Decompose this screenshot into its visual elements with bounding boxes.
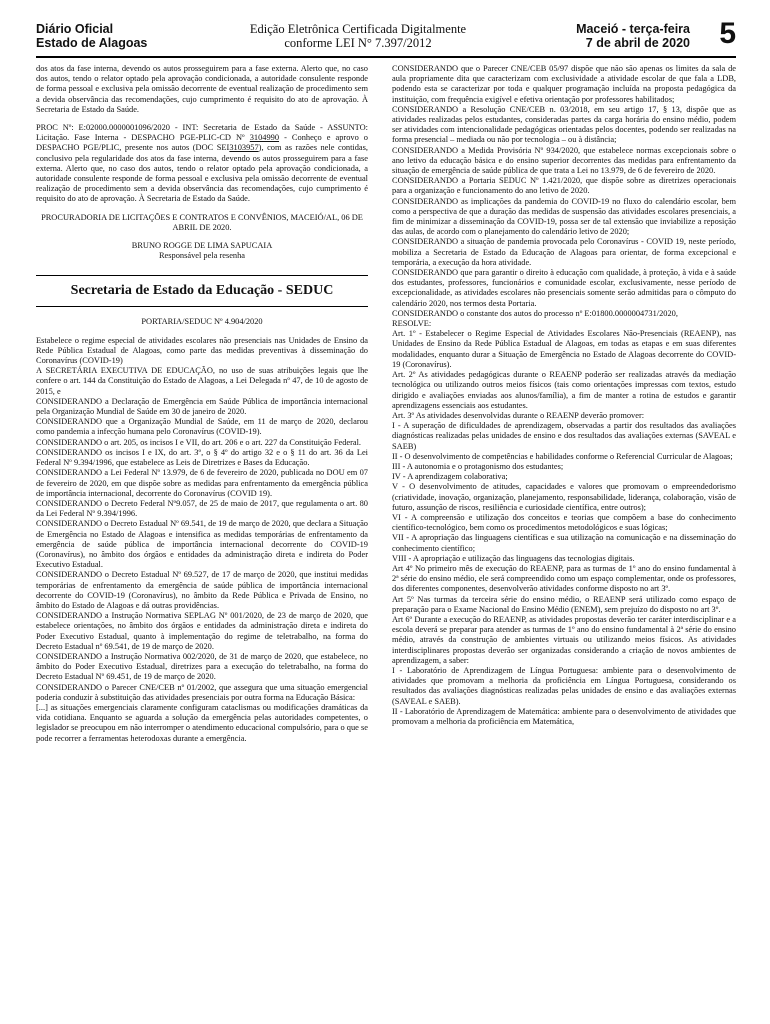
left-paragraph: CONSIDERANDO a Lei Federal Nº 13.979, de 6 de fevereiro de 2020, publicada no DOU em 07 de fevereiro de 2020, em que dispõe sobre as medidas para enfrentamento da emergência pública de importância internacional, decorrente do Coronavírus (COVID 19).: [36, 468, 368, 498]
left-paragraph: CONSIDERANDO o Decreto Estadual Nº 69.541, de 19 de março de 2020, que declara a Situação de Emergência no Estado de Alagoas e intensifica as medidas temporárias de enfrentamento da emergência de saúde pública de importância internacional decorrente do COVID-19 (Coronavírus), no âmbito dos órgãos e entidades da administração direta e indireta do Poder Executivo Estadual.: [36, 519, 368, 570]
left-paragraph: CONSIDERANDO que a Organização Mundial de Saúde, em 11 de março de 2020, declarou como pandemia a infecção humana pelo Coronavírus (COVID-19).: [36, 417, 368, 437]
signatory-role: Responsável pela resenha: [158, 251, 246, 261]
right-paragraph: CONSIDERANDO a Portaria SEDUC Nº 1.421/2020, que dispõe sobre as diretrizes operacionais para a organização e funcionamento do ano letivo de 2020.: [392, 176, 736, 196]
doc-link-1[interactable]: 3104990: [249, 133, 280, 143]
list-item: VII - A apropriação das linguagens científicas e sua utilização na comunicação e na disseminação do conhecimento científico;: [392, 533, 736, 553]
list-item: I - A superação de dificuldades de aprendizagem, observadas a partir dos resultados das avaliações diagnósticas realizadas pelas unidades de ensino e dos resultados das avaliações externas (SAVEAL e SAEB): [392, 421, 736, 451]
resolve-heading: RESOLVE:: [392, 319, 432, 329]
right-paragraph: CONSIDERANDO a situação de pandemia provocada pelo Coronavírus - COVID 19, neste período, mobiliza a Secretaria de Estado da Educação de Alagoas para orientar, de forma excepcional e temporária, a execução da hora atividade.: [392, 237, 736, 267]
issue-date: [576, 22, 690, 50]
left-paragraph: [...] as situações emergenciais claramente configuram cataclismas ou modificações dramáticas da vida cotidiana. Enquanto se aguarda a solução da emergência pelas autoridades competentes, o legislador se preocupou em não interromper o atendimento educacional compulsório, para o que se pode recorrer a ferramentas heterodoxas durante a emergência.: [36, 702, 368, 743]
page-number: 5: [719, 17, 736, 50]
proc-paragraph: [36, 123, 368, 205]
edition-info-line2: conforme LEI N° 7.397/2012: [284, 36, 432, 50]
intro-paragraph: dos atos da fase interna, devendo os autos prosseguirem para a fase externa. Alerto que, no caso dos autos, tendo o relator optado pela aprovação condicionada, a autoridade consulente responde de forma pessoal e exclusiva pela omissão decorrente de eventual realização de procedimento sem a devida observância das recomendações, cujo cumprimento é requisito do ato de aprovação. À Secretaria de Estado da Saúde.: [36, 64, 368, 114]
list-item: IV - A aprendizagem colaborativa;: [392, 472, 508, 482]
article-paragraph: Art 6º Durante a execução do REAENP, as atividades propostas deverão ter caráter interdisciplinar e a escola deverá se preparar para atender as turmas de 1º ano do ensino fundamental à 2ª série do ensino médio, através da construção de ambientes virtuais ou utilizando meios físicos. As atividades interdisciplinares propostas deverão ser organizadas considerando a criação de novos ambientes de aprendizagem, a saber:: [392, 614, 736, 665]
left-paragraph: A SECRETÁRIA EXECUTIVA DE EDUCAÇÃO, no uso de suas atribuições legais que lhe confere o art. 144 da Constituição do Estado de Alagoas, a Lei Delegada nº 47, de 10 de agosto de 2015, e: [36, 366, 368, 396]
left-paragraph: CONSIDERANDO o Decreto Estadual Nº 69.527, de 17 de março de 2020, que institui medidas temporárias de enfrentamento da emergência de saúde pública de importância internacional decorrente do COVID-19 (Coronavírus), no âmbito da Rede Pública e Privada de Ensino, no âmbito do Estado de Alagoas e dá outras providências.: [36, 570, 368, 610]
right-paragraph: CONSIDERANDO as implicações da pandemia do COVID-19 no fluxo do calendário escolar, bem como a perspectiva de que a duração das medidas de suspensão das atividades escolares presenciais, a fim de minimizar a disseminação da COVID-19, possa ser de tal extensão que inviabilize a reposição das aulas, de acordo com o planejamento do calendário letivo de 2020;: [392, 196, 736, 237]
right-paragraph: CONSIDERANDO a Resolução CNE/CEB n. 03/2018, em seu artigo 17, § 13, dispõe que as atividades realizadas pelos estudantes, consideradas partes da carga horária do ensino médio, podem ser atividades com intencionalidade pedagógicas orientadas pelos docentes, podendo ser realizadas na forma presencial – mediada ou não por tecnologia – ou à distância;: [392, 104, 736, 145]
issue-date-line2: 7 de abril de 2020: [585, 36, 690, 50]
portaria-title: PORTARIA/SEDUC Nº 4.904/2020: [141, 317, 263, 327]
proc-text-c: ), com as razões nele contidas, conclusivo pela regularidade dos atos da fase interna, devendo os autos prosseguirem para a fase externa. Alerto que, no caso dos autos, tendo o relator optado pela aprovação condicionada, a autoridade consulente responde de forma pessoal e exclusiva pela omissão decorrente de eventual realização de procedimento sem a devida observância das recomendações, cujo cumprimento é requisito do ato de aprovação. À Secretaria de Estado da Saúde.: [36, 143, 368, 204]
right-paragraph: CONSIDERANDO a Medida Provisória Nº 934/2020, que estabelece normas excepcionais sobre o ano letivo da educação básica e do ensino superior decorrentes das medidas para enfrentamento da situação de emergência de saúde pública de que trata a Lei no 13.979, de 6 de fevereiro de 2020.: [392, 145, 736, 176]
issue-date-line1: Maceió - terça-feira: [576, 22, 690, 36]
newspaper-name-line1: Diário Oficial: [36, 22, 114, 36]
left-paragraph: CONSIDERANDO o Parecer CNE/CEB nº 01/2002, que assegura que uma situação emergencial poderia conduzir à substituição das atividades presenciais por outra forma na Educação Básica:: [36, 682, 368, 702]
list-item: VIII - A apropriação e utilização das linguagens das tecnologias digitais.: [392, 553, 635, 563]
list-item: V - O desenvolvimento de atitudes, capacidades e valores que promovam o empreendedorismo (criatividade, inovação, organização, planejamento, responsabilidade, liderança, colaboração, visão de futuro, assunção de riscos, resiliência e curiosidade científica, entre outros);: [392, 482, 736, 512]
header-divider: [36, 56, 736, 58]
right-paragraph: CONSIDERANDO que o Parecer CNE/CEB 05/97 dispõe que não são apenas os limites da sala de aula propriamente dita que caracterizam com exclusividade a atividade escolar de que fala a LDB, podendo esta se caracterizar por toda e qualquer programação incluída na proposta pedagógica da instituição, com frequência exigível e efetiva orientação por professores habilitados;: [392, 64, 736, 104]
proc-text-a: PROC Nº: E:02000.0000001096/2020 - INT: Secretaria de Estado da Saúde - ASSUNTO: Licitação. Fase Interna - DESPACHO PGE-PLIC-CD Nº: [36, 123, 368, 143]
left-column: [36, 64, 368, 994]
right-column: [392, 64, 736, 1010]
procuradoria-line: PROCURADORIA DE LICITAÇÕES E CONTRATOS E CONVÊNIOS, MACEIÓ/AL, 06 DE ABRIL DE 2020.: [41, 212, 363, 232]
right-paragraph: CONSIDERANDO o constante dos autos do processo nº E:01800.0000004731/2020,: [392, 308, 678, 318]
left-paragraph: CONSIDERANDO a Declaração de Emergência em Saúde Pública de importância internacional pela Organização Mundial de Saúde em 30 de janeiro de 2020.: [36, 396, 368, 417]
article-paragraph: Art 5º Nas turmas da terceira série do ensino médio, o REAENP será utilizado como espaço de preparação para o Exame Nacional do Ensino Médio (ENEM), sem prejuízo do disposto no art 3º.: [392, 594, 736, 614]
masthead: [36, 17, 736, 52]
edition-info-line1: Edição Eletrônica Certificada Digitalmente: [249, 22, 467, 36]
left-paragraphs: [36, 336, 368, 744]
section-title: Secretaria de Estado da Educação - SEDUC: [36, 275, 368, 307]
article-paragraph: Art 4º No primeiro mês de execução do REAENP, para as turmas de 1º ano do ensino fundamental à 2ª série do ensino médio, ele será compreendido como um espaço complementar, onde os professores, dos diferentes componentes, desenvolverão atividades conforme disposto no art 3º.: [392, 563, 736, 594]
article-paragraph: Art. 1º - Estabelecer o Regime Especial de Atividades Escolares Não-Presenciais (REAENP), nas Unidades de Ensino da Rede Pública Estadual de Alagoas, em todas as etapas e em suas diferentes modalidades, enquanto durar a Situação de Emergência no Estado de Alagoas decorrente do COVID-19 (Coronavírus).: [392, 329, 736, 369]
list-item: II - O desenvolvimento de competências e habilidades conforme o Referencial Curricular de Alagoas;: [392, 451, 733, 461]
edition-info: [208, 22, 508, 50]
newspaper-name: [36, 22, 147, 50]
list-item: I - Laboratório de Aprendizagem de Língua Portuguesa: ambiente para o desenvolvimento de atividades que promovam a melhoria da proficiência em Língua Portuguesa, considerando os resultados das avaliações diagnósticas realizadas pelas unidades de ensino e das avaliações externas (SAVEAL e SAEB).: [392, 665, 736, 706]
newspaper-name-line2: Estado de Alagoas: [36, 36, 148, 50]
left-paragraph: CONSIDERANDO a Instrução Normativa SEPLAG Nº 001/2020, de 23 de março de 2020, que estabelece orientações, no âmbito dos órgãos e entidades da administração direta e indireta do Poder Executivo Estadual, quanto à implementação do regime de teletrabalho, na forma do Decreto Estadual nº 69.541, de 19 de março de 2020.: [36, 611, 368, 651]
article-paragraph: Art. 2º As atividades pedagógicas durante o REAENP poderão ser realizadas através da mediação tecnológica ou utilizando outros meios físicos (tais como orientações impressas com textos, estudo dirigido e avaliações enviadas aos alunos/família), a fim de manter a rotina de estudos e garantir aprendizagens essenciais aos estudantes.: [392, 370, 736, 410]
list-item: III - A autonomia e o protagonismo dos estudantes;: [392, 461, 564, 471]
left-paragraph: CONSIDERANDO o art. 205, os incisos I e VII, do art. 206 e o art. 227 da Constituição Federal.: [36, 437, 362, 447]
left-paragraph: CONSIDERANDO os incisos I e IX, do art. 3º, o § 4º do artigo 32 e o § 11 do art. 36 da Lei Federal Nº 9.394/1996, que estabelece as Leis de Diretrizes e Bases da Educação.: [36, 447, 368, 468]
list-item: VI - A compreensão e utilização dos conceitos e teorias que compõem a base do conhecimento científico-tecnológico, bem como os procedimentos metodológicos e suas lógicas;: [392, 512, 736, 533]
article-paragraph: Art. 3º As atividades desenvolvidas durante o REAENP deverão promover:: [392, 410, 645, 420]
proc-text-b: - Conheço e aprovo o DESPACHO PGE/PLIC, presente nos autos (DOC SEI: [36, 133, 368, 153]
left-paragraph: CONSIDERANDO o Decreto Federal Nº9.057, de 25 de maio de 2017, que regulamenta o art. 80 da Lei Federal Nº 9.394/1996.: [36, 498, 368, 519]
left-paragraph: CONSIDERANDO a Instrução Normativa 002/2020, de 31 de março de 2020, que estabelece, no âmbito do Poder Executivo Estadual, diretrizes para a execução do teletrabalho, na forma do Decreto Estadual Nº 69.451, de 19 de março de 2020.: [36, 651, 368, 682]
left-paragraph: Estabelece o regime especial de atividades escolares não presenciais nas Unidades de Ensino da Rede Pública Estadual de Alagoas, como parte das medidas preventivas à disseminação do Coronavírus (COVID-19): [36, 335, 368, 366]
list-item: II - Laboratório de Aprendizagem de Matemática: ambiente para o desenvolvimento de atividades que promovam a melhoria da proficiência em Matemática,: [392, 706, 736, 726]
doc-link-2[interactable]: 3103957: [229, 143, 259, 153]
signatory-name: BRUNO ROGGE DE LIMA SAPUCAIA: [131, 241, 273, 251]
right-paragraph: CONSIDERANDO que para garantir o direito à educação com qualidade, à proteção, à vida e à saúde dos estudantes, professores, funcionários e comunidade escolar, exclusivamente, nesse período de excepcionalidade, as atividades escolares não presenciais somente serão admitidas para o cômputo do calendário 2020, nos termos desta Portaria.: [392, 268, 736, 308]
